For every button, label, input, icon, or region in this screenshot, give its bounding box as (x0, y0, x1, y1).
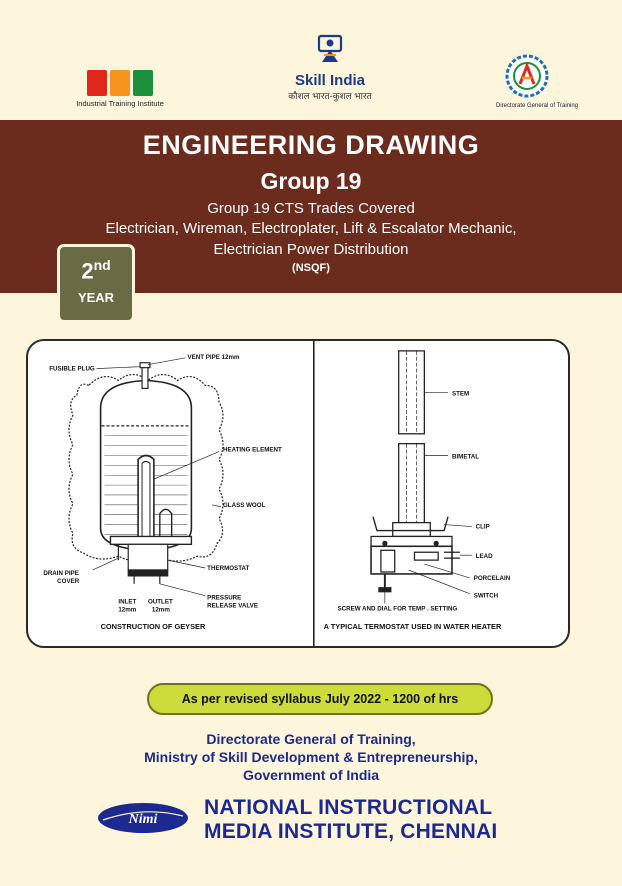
publisher-name-line1: NATIONAL INSTRUCTIONAL (204, 796, 493, 819)
geyser-diagram (69, 363, 223, 584)
trades-list-line2: Electrician Power Distribution (213, 241, 409, 258)
publisher-name-line2: MEDIA INSTITUTE, CHENNAI (204, 820, 498, 843)
label-bimetal: BIMETAL (451, 453, 480, 461)
trades-heading: Group 19 CTS Trades Covered (207, 200, 415, 217)
iti-logo (70, 70, 170, 110)
year-label: YEAR (77, 290, 115, 306)
skill-india-logo (285, 34, 375, 114)
skill-india-tagline: कौशल भारत-कुशल भारत (288, 91, 372, 101)
nimi-logo-mark (97, 798, 189, 838)
thermostat-diagram (371, 351, 460, 592)
label-fusible-plug: FUSIBLE PLUG (49, 365, 95, 373)
label-switch: SWITCH (473, 592, 499, 600)
label-clip: CLIP (475, 523, 490, 531)
dgt-line3: Government of India (242, 767, 380, 783)
skill-india-icon (316, 34, 344, 64)
label-cover: COVER (57, 577, 80, 585)
label-thermostat: THERMOSTAT (207, 564, 250, 572)
label-glass-wool: GLASS WOOL (222, 501, 266, 509)
year-badge (57, 244, 135, 323)
dgt-emblem-icon (505, 54, 549, 98)
technical-drawings (28, 341, 568, 646)
dgt-line2: Ministry of Skill Development & Entrepreneurship, (144, 749, 478, 765)
iti-logo-mark (70, 70, 170, 96)
label-vent-pipe: VENT PIPE 12mm (187, 353, 240, 361)
label-heating-element: HEATING ELEMENT (222, 446, 282, 454)
label-pressure: PRESSURE (207, 594, 242, 602)
skill-india-text: Skill India (294, 72, 366, 89)
label-lead: LEAD (475, 553, 493, 561)
thermostat-caption: A TYPICAL TERMOSTAT USED IN WATER HEATER (323, 622, 502, 632)
group-title: Group 19 (260, 168, 362, 194)
trades-list-line1: Electrician, Wireman, Electroplater, Lift & Escalator Mechanic, (105, 220, 517, 237)
dgt-logo (496, 54, 579, 110)
book-title: ENGINEERING DRAWING (142, 130, 480, 160)
nimi-logo-text: Nimi (128, 812, 158, 827)
label-drain-pipe: DRAIN PIPE (43, 569, 79, 577)
nimi-logo (97, 798, 189, 838)
year-number: 2nd (81, 257, 111, 284)
label-porcelain: PORCELAIN (473, 574, 511, 582)
dgt-line1: Directorate General of Training, (206, 731, 416, 747)
label-inlet: INLET (118, 598, 137, 606)
drawing-panel (26, 339, 570, 648)
dgt-caption: Directorate General of Training (496, 103, 579, 109)
nsqf-label: (NSQF) (292, 262, 330, 274)
iti-caption: Industrial Training Institute (76, 99, 164, 108)
label-outlet-size: 12mm (151, 606, 170, 614)
label-screw-dial: SCREW AND DIAL FOR TEMP . SETTING (337, 605, 458, 613)
label-outlet: OUTLET (147, 598, 173, 606)
label-stem: STEM (451, 390, 470, 398)
syllabus-badge: As per revised syllabus July 2022 - 1200 of hrs (147, 683, 493, 715)
label-release-valve: RELEASE VALVE (207, 602, 258, 610)
label-inlet-size: 12mm (118, 606, 137, 614)
geyser-caption: CONSTRUCTION OF GEYSER (100, 622, 206, 632)
